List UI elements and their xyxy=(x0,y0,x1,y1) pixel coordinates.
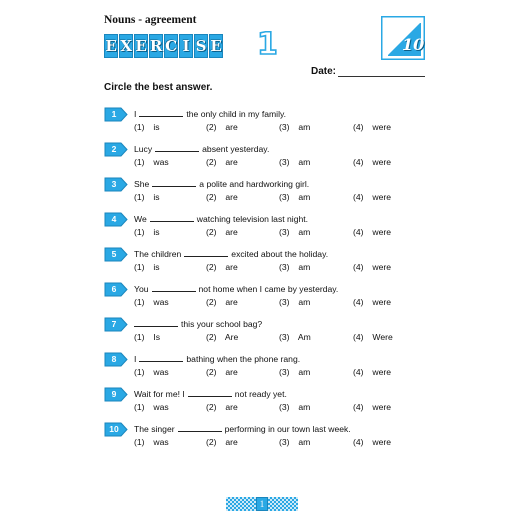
option-number: (3) xyxy=(279,192,290,202)
date-line[interactable] xyxy=(338,68,425,77)
banner-letter: E xyxy=(105,36,117,55)
option-word: was xyxy=(153,297,169,307)
option-word: is xyxy=(153,262,160,272)
answer-option[interactable] xyxy=(134,227,160,237)
option-word: am xyxy=(298,227,311,237)
option-number: (4) xyxy=(353,227,364,237)
option-number: (3) xyxy=(279,157,290,167)
footer-pattern-right xyxy=(268,497,298,511)
instruction-text: Circle the best answer. xyxy=(104,82,213,93)
stem-after-text: bathing when the phone rang. xyxy=(186,354,301,364)
option-number: (2) xyxy=(206,262,217,272)
option-number: (4) xyxy=(353,437,364,447)
option-number: (4) xyxy=(353,192,364,202)
option-word: am xyxy=(298,192,311,202)
option-number: (2) xyxy=(206,122,217,132)
answer-option[interactable] xyxy=(134,122,160,132)
option-number: (1) xyxy=(134,297,145,307)
banner-letter: C xyxy=(165,36,178,55)
page-number: 1 xyxy=(256,497,268,511)
banner-letter-tile xyxy=(119,34,133,58)
answer-blank[interactable] xyxy=(139,354,183,362)
option-word: am xyxy=(298,437,311,447)
option-number: (1) xyxy=(134,157,145,167)
stem-after-text: this your school bag? xyxy=(181,319,263,329)
option-word: am xyxy=(298,297,311,307)
question-number: 9 xyxy=(111,389,117,399)
question-stem xyxy=(134,214,308,224)
answer-blank[interactable] xyxy=(155,144,199,152)
banner-letter-tile xyxy=(164,34,178,58)
topic-title: Nouns - agreement xyxy=(104,14,197,26)
option-number: (3) xyxy=(279,262,290,272)
answer-option[interactable] xyxy=(206,367,238,377)
answer-option[interactable] xyxy=(206,122,238,132)
banner-letter: S xyxy=(195,36,207,55)
option-number: (4) xyxy=(353,122,364,132)
question-number: 6 xyxy=(111,284,117,294)
question-number: 7 xyxy=(111,319,117,329)
option-word: were xyxy=(372,297,392,307)
option-word: are xyxy=(225,367,238,377)
answer-option[interactable] xyxy=(279,437,310,447)
answer-option[interactable] xyxy=(134,402,169,412)
option-number: (1) xyxy=(134,227,145,237)
option-number: (2) xyxy=(206,227,217,237)
stem-before-text: I xyxy=(134,354,137,364)
option-word: am xyxy=(298,157,311,167)
option-word: are xyxy=(225,437,238,447)
option-number: (1) xyxy=(134,332,145,342)
date-field[interactable] xyxy=(311,66,425,77)
exercise-banner xyxy=(104,34,224,58)
banner-letter: I xyxy=(182,36,190,55)
answer-option[interactable] xyxy=(206,157,238,167)
answer-option[interactable] xyxy=(279,227,310,237)
answer-option[interactable] xyxy=(279,367,310,377)
option-number: (1) xyxy=(134,437,145,447)
option-word: were xyxy=(372,157,392,167)
option-word: am xyxy=(298,367,311,377)
option-number: (3) xyxy=(279,227,290,237)
banner-letter-tile xyxy=(179,34,193,58)
stem-before-text: I xyxy=(134,109,137,119)
option-number: (3) xyxy=(279,367,290,377)
option-word: was xyxy=(153,402,169,412)
answer-option[interactable] xyxy=(353,332,393,342)
option-word: is xyxy=(153,122,160,132)
stem-before-text: The singer xyxy=(134,424,175,434)
answer-option[interactable] xyxy=(353,262,391,272)
option-word: were xyxy=(372,192,392,202)
option-number: (2) xyxy=(206,297,217,307)
answer-blank[interactable] xyxy=(152,179,196,187)
banner-letter-tile xyxy=(149,34,163,58)
stem-after-text: the only child in my family. xyxy=(186,109,287,119)
stem-after-text: excited about the holiday. xyxy=(231,249,329,259)
answer-option[interactable] xyxy=(206,437,238,447)
answer-option[interactable] xyxy=(206,227,238,237)
answer-option[interactable] xyxy=(134,332,160,342)
option-word: are xyxy=(225,157,238,167)
option-word: were xyxy=(372,367,392,377)
option-word: are xyxy=(225,402,238,412)
option-number: (2) xyxy=(206,192,217,202)
banner-letter: X xyxy=(120,36,132,55)
answer-option[interactable] xyxy=(353,297,391,307)
stem-after-text: performing in our town last week. xyxy=(224,424,351,434)
option-word: were xyxy=(372,262,392,272)
answer-options xyxy=(134,122,424,134)
answer-option[interactable] xyxy=(353,367,391,377)
stem-before-text: Wait for me! I xyxy=(134,389,185,399)
answer-option[interactable] xyxy=(279,157,310,167)
question-number-badge xyxy=(104,317,128,332)
option-number: (3) xyxy=(279,297,290,307)
option-number: (2) xyxy=(206,157,217,167)
option-word: was xyxy=(153,367,169,377)
answer-option[interactable] xyxy=(206,192,238,202)
answer-options xyxy=(134,332,424,344)
answer-option[interactable] xyxy=(353,157,391,167)
stem-after-text: not home when I came by yesterday. xyxy=(198,284,339,294)
answer-option[interactable] xyxy=(206,262,238,272)
option-word: are xyxy=(225,122,238,132)
banner-letter-tile xyxy=(104,34,118,58)
option-word: was xyxy=(153,437,169,447)
option-number: (1) xyxy=(134,262,145,272)
question-number: 2 xyxy=(111,144,117,154)
stem-before-text: We xyxy=(134,214,147,224)
answer-options xyxy=(134,402,424,414)
option-word: were xyxy=(372,437,392,447)
stem-before-text: Lucy xyxy=(134,144,153,154)
answer-blank[interactable] xyxy=(188,389,232,397)
option-word: Are xyxy=(224,332,239,342)
question-stem xyxy=(134,109,286,119)
stem-after-text: not ready yet. xyxy=(234,389,287,399)
option-number: (4) xyxy=(353,262,364,272)
banner-letter-tile xyxy=(209,34,223,58)
question-number: 5 xyxy=(111,249,117,259)
answer-option[interactable] xyxy=(206,297,238,307)
answer-option[interactable] xyxy=(206,332,238,342)
option-word: Were xyxy=(372,332,393,342)
option-number: (3) xyxy=(279,402,290,412)
option-word: Am xyxy=(297,332,311,342)
question-number-badge xyxy=(104,212,128,227)
answer-option[interactable] xyxy=(279,262,310,272)
answer-options xyxy=(134,157,424,169)
answer-options xyxy=(134,262,424,274)
question-stem xyxy=(134,354,300,364)
stem-before-text: The children xyxy=(134,249,182,259)
question-number-badge xyxy=(104,177,128,192)
option-number: (1) xyxy=(134,402,145,412)
level-number: 10 xyxy=(402,35,425,54)
option-number: (4) xyxy=(353,157,364,167)
question-stem xyxy=(134,389,287,399)
question-number-badge xyxy=(104,422,128,437)
stem-before-text: You xyxy=(134,284,149,294)
answer-blank[interactable] xyxy=(134,319,178,327)
answer-options xyxy=(134,297,424,309)
stem-before-text: She xyxy=(134,179,150,189)
banner-letter-tile xyxy=(194,34,208,58)
option-word: were xyxy=(372,402,392,412)
answer-option[interactable] xyxy=(134,262,160,272)
option-word: is xyxy=(153,192,160,202)
option-number: (1) xyxy=(134,122,145,132)
option-word: are xyxy=(225,192,238,202)
answer-options xyxy=(134,227,424,239)
answer-option[interactable] xyxy=(353,227,391,237)
option-word: am xyxy=(298,122,311,132)
stem-after-text: a polite and hardworking girl. xyxy=(199,179,310,189)
answer-option[interactable] xyxy=(353,192,391,202)
question-stem xyxy=(134,319,262,329)
question-stem xyxy=(134,424,351,434)
option-number: (4) xyxy=(353,332,364,342)
option-number: (2) xyxy=(206,437,217,447)
question-stem xyxy=(134,179,309,189)
exercise-number: 1 xyxy=(257,27,278,62)
answer-option[interactable] xyxy=(279,332,311,342)
option-number: (4) xyxy=(353,297,364,307)
option-number: (2) xyxy=(206,367,217,377)
answer-options xyxy=(134,367,424,379)
answer-blank[interactable] xyxy=(152,284,196,292)
option-word: are xyxy=(225,297,238,307)
banner-letter-tile xyxy=(134,34,148,58)
question-number: 3 xyxy=(111,179,117,189)
option-number: (2) xyxy=(206,332,217,342)
answer-option[interactable] xyxy=(353,122,391,132)
answer-option[interactable] xyxy=(353,402,391,412)
answer-option[interactable] xyxy=(353,437,391,447)
answer-blank[interactable] xyxy=(139,109,183,117)
option-number: (4) xyxy=(353,367,364,377)
option-number: (2) xyxy=(206,402,217,412)
option-word: were xyxy=(372,122,392,132)
stem-after-text: absent yesterday. xyxy=(202,144,270,154)
question-stem xyxy=(134,284,338,294)
question-number-badge xyxy=(104,142,128,157)
banner-letter: R xyxy=(149,36,163,55)
question-number-badge xyxy=(104,352,128,367)
option-number: (4) xyxy=(353,402,364,412)
option-word: were xyxy=(372,227,392,237)
question-number: 8 xyxy=(111,354,117,364)
option-word: are xyxy=(225,227,238,237)
answer-blank[interactable] xyxy=(150,214,194,222)
option-word: was xyxy=(153,157,169,167)
answer-option[interactable] xyxy=(134,192,160,202)
option-number: (1) xyxy=(134,192,145,202)
answer-options xyxy=(134,437,424,449)
answer-option[interactable] xyxy=(134,157,169,167)
answer-options xyxy=(134,192,424,204)
footer-pattern-left xyxy=(226,497,256,511)
question-stem xyxy=(134,249,328,259)
banner-letter: E xyxy=(135,36,147,55)
question-number: 1 xyxy=(111,109,117,119)
date-label: Date: xyxy=(311,66,337,77)
option-number: (1) xyxy=(134,367,145,377)
answer-option[interactable] xyxy=(134,367,169,377)
answer-option[interactable] xyxy=(134,437,169,447)
answer-option[interactable] xyxy=(279,192,310,202)
answer-option[interactable] xyxy=(279,402,310,412)
question-number: 4 xyxy=(111,214,117,224)
answer-blank[interactable] xyxy=(178,424,222,432)
option-number: (3) xyxy=(279,122,290,132)
page-footer xyxy=(226,497,298,511)
option-word: am xyxy=(298,262,311,272)
banner-letter: E xyxy=(210,36,222,55)
answer-option[interactable] xyxy=(206,402,238,412)
answer-option[interactable] xyxy=(134,297,169,307)
question-number-badge xyxy=(104,107,128,122)
question-number: 10 xyxy=(109,424,119,434)
stem-after-text: watching television last night. xyxy=(196,214,309,224)
option-number: (3) xyxy=(279,332,290,342)
option-word: am xyxy=(298,402,311,412)
option-word: is xyxy=(153,227,160,237)
option-word: are xyxy=(225,262,238,272)
question-number-badge xyxy=(104,282,128,297)
option-word: Is xyxy=(153,332,161,342)
answer-option[interactable] xyxy=(279,297,310,307)
answer-blank[interactable] xyxy=(184,249,228,257)
option-number: (3) xyxy=(279,437,290,447)
question-stem xyxy=(134,144,269,154)
answer-option[interactable] xyxy=(279,122,310,132)
question-number-badge xyxy=(104,387,128,402)
question-number-badge xyxy=(104,247,128,262)
